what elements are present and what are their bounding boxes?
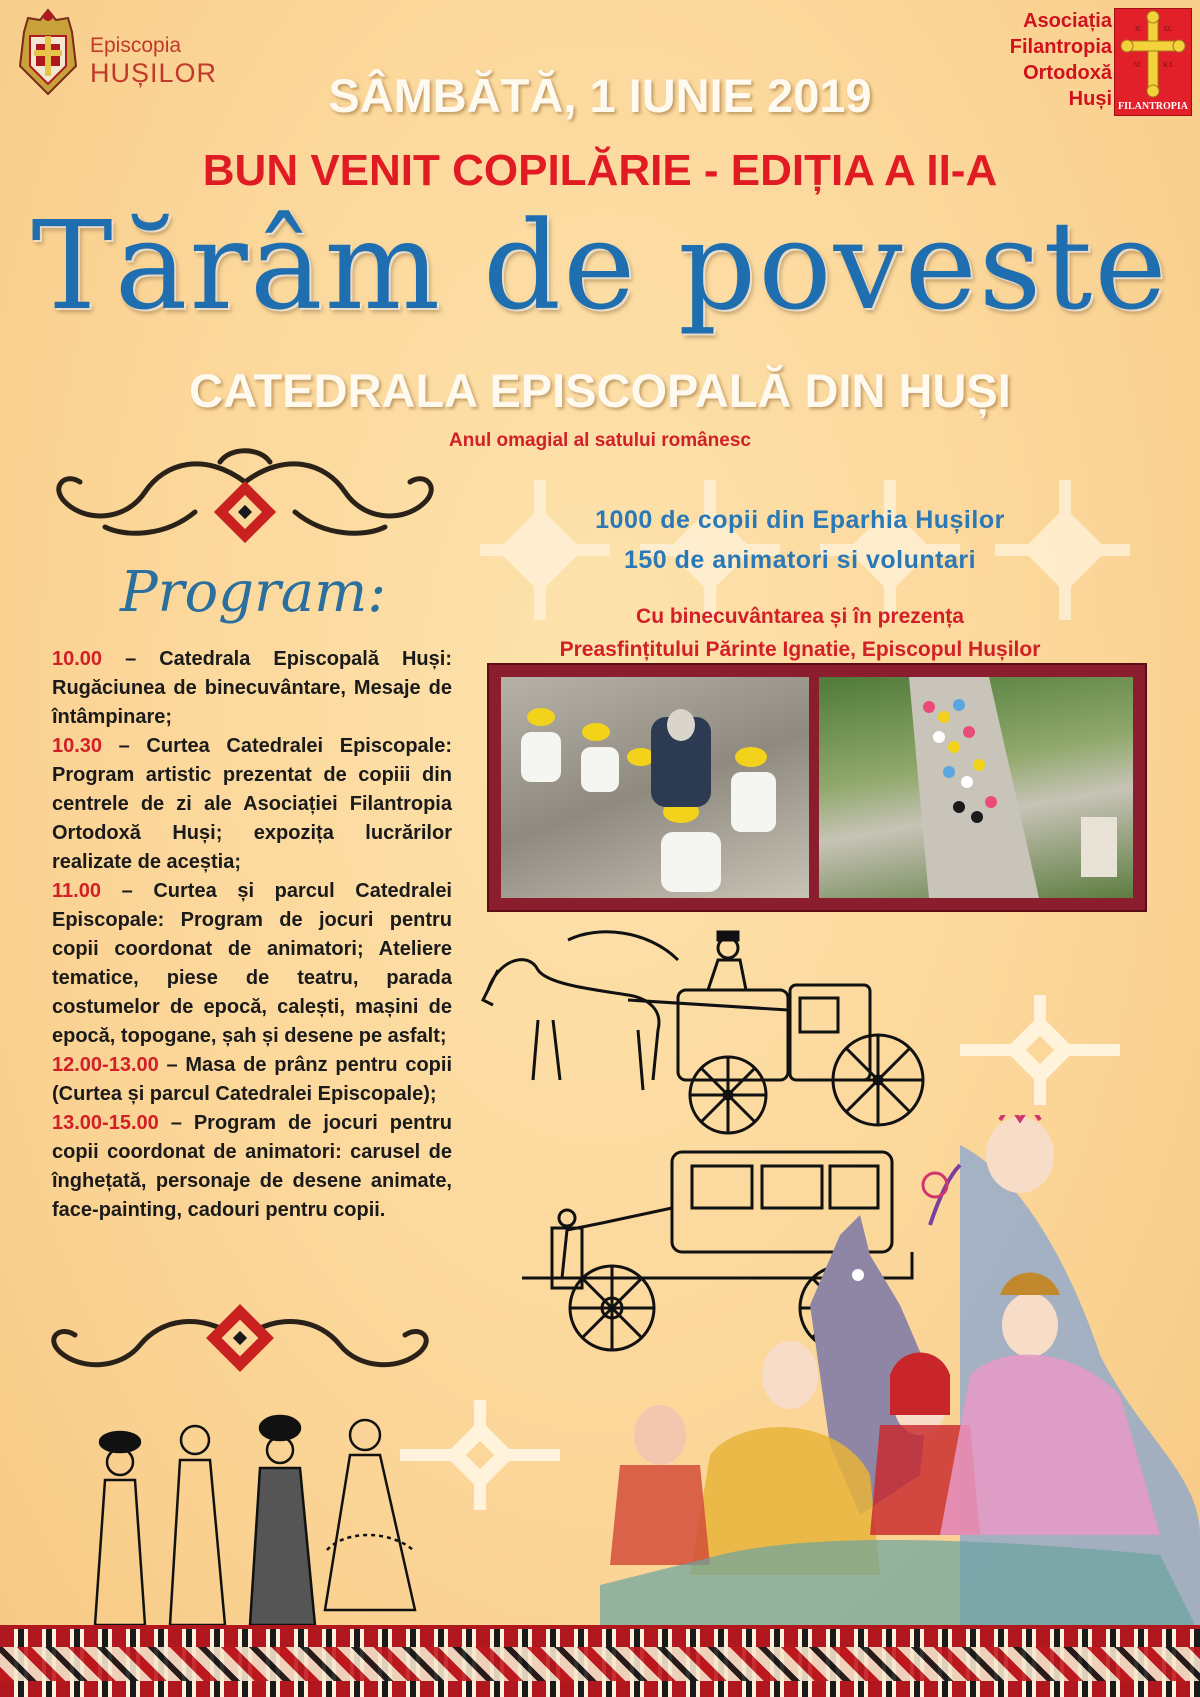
fairy-tale-characters-illustration-icon	[600, 1115, 1200, 1635]
period-costume-ladies-icon	[75, 1410, 435, 1635]
program-text: – Curtea Catedralei Episcopale: Program artistic prezentat de copiii din centrele de zi ale Asociației Filantropia Ortodoxă Huși; expozița lucrărilor realizate de aceștia;	[52, 735, 452, 873]
program-time: 13.00-15.00	[52, 1112, 159, 1134]
program-item	[52, 877, 452, 1051]
photo-procession	[819, 677, 1133, 898]
event-date: SÂMBĂTĂ, 1 IUNIE 2019	[328, 69, 872, 122]
program-item	[52, 1109, 452, 1225]
badge-glyph: NI	[1133, 61, 1141, 69]
event-subtitle: BUN VENIT COPILĂRIE - EDIȚIA A II-A	[202, 146, 998, 195]
embroidery-pattern	[0, 1647, 1200, 1681]
folk-embroidery-border	[0, 1625, 1200, 1697]
stat-line: 150 de animatori si voluntari	[623, 546, 977, 574]
badge-text: FILANTROPIA	[1117, 101, 1188, 112]
blessing-text	[480, 600, 1120, 666]
program-time: 11.00	[52, 880, 101, 902]
flourish-ornament-icon	[45, 442, 445, 552]
program-heading: Program:	[120, 560, 387, 625]
blessing-line: Preasfințitului Părinte Ignatie, Episcopul Hușilor	[559, 638, 1041, 661]
badge-glyph: XC	[1163, 25, 1173, 33]
program-text: – Curtea și parcul Catedralei Episcopale: Program de jocuri pentru copii coordonat de animatori; Ateliere tematice, piese de teatru, parada costumelor de epocă, calești, mașini de epocă, topogane, șah și desene pe asfalt;	[52, 880, 452, 1047]
program-item	[52, 732, 452, 877]
logo-right-line: Filantropia	[1009, 36, 1112, 58]
program-list	[52, 645, 452, 1225]
photo-frame	[487, 663, 1147, 912]
program-time: 10.30	[52, 735, 103, 757]
embroidery-star-icon	[960, 995, 1120, 1105]
program-text: – Catedrala Episcopală Huși: Rugăciunea de binecuvântare, Mesaje de întâmpinare;	[52, 648, 452, 728]
logo-right-line: Ortodoxă	[1023, 62, 1112, 84]
badge-glyph: KA	[1163, 61, 1174, 69]
blessing-line: Cu binecuvântarea și în prezența	[636, 605, 964, 628]
program-text: – Masa de prânz pentru copii (Curtea și parcul Catedralei Episcopale);	[52, 1054, 452, 1105]
venue-title: CATEDRALA EPISCOPALĂ DIN HUȘI	[189, 364, 1011, 417]
participation-stats	[480, 500, 1120, 580]
stat-line: 1000 de copii din Eparhia Hușilor	[595, 506, 1005, 534]
program-item	[52, 645, 452, 732]
program-time: 12.00-13.00	[52, 1054, 159, 1076]
logo-right-line: Asociația	[1023, 10, 1112, 32]
badge-glyph: IC	[1135, 25, 1142, 33]
program-item	[52, 1051, 452, 1109]
program-text: – Program de jocuri pentru copii coordonat de animatori: carusel de înghețată, personaje de desene animate, face-painting, cadouri pentru copii.	[52, 1112, 452, 1221]
logo-line-1: Episcopia	[90, 34, 182, 57]
main-title: Tărâm de poveste	[31, 195, 1169, 337]
tagline: Anul omagial al satului românesc	[449, 430, 751, 451]
logo-line-2: HUȘILOR	[90, 58, 218, 88]
horse-carriage-icon	[478, 930, 928, 1145]
children-photo-placeholder-icon	[501, 677, 809, 898]
program-time: 10.00	[52, 648, 103, 670]
logo-right-line: Huși	[1068, 88, 1112, 110]
procession-photo-placeholder-icon	[819, 677, 1133, 898]
photo-children-drawing	[501, 677, 809, 898]
flourish-ornament-icon	[35, 1290, 445, 1390]
